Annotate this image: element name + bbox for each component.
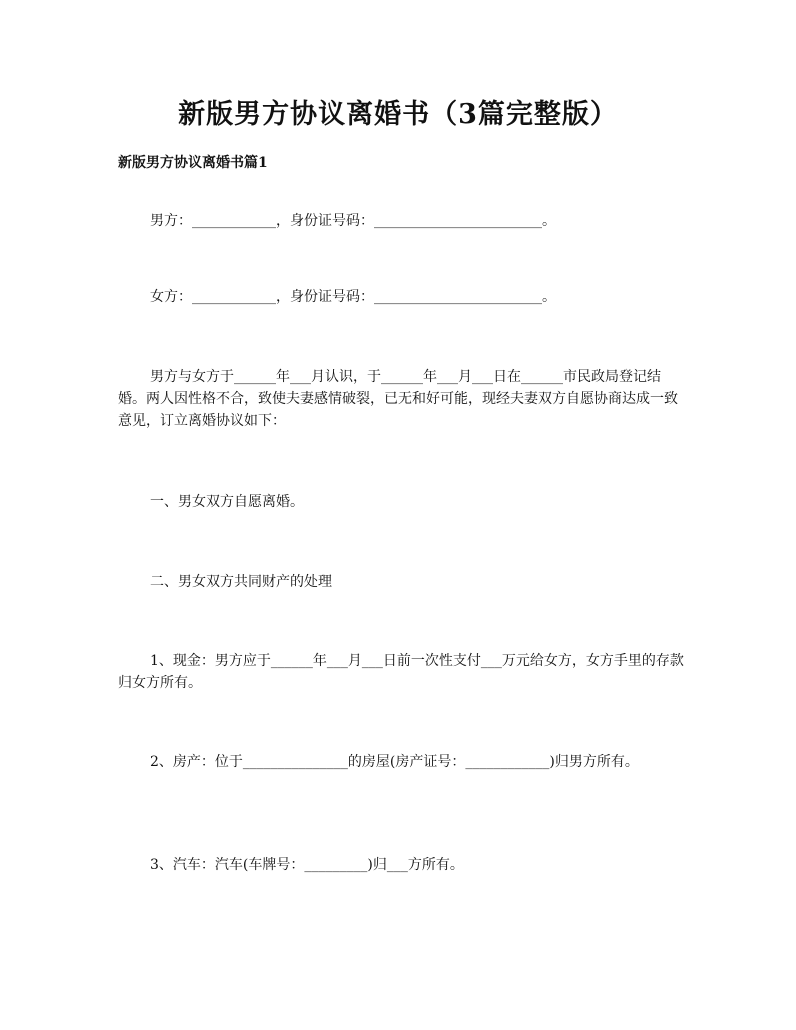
wife-info-line: 女方：____________，身份证号码：________________________。	[150, 289, 556, 305]
husband-info-line: 男方：____________，身份证号码：________________________。	[150, 213, 556, 229]
item-cash: 1、现金：男方应于______年___月___日前一次性支付___万元给女方，女方手里的存款归女方所有。	[118, 653, 684, 691]
intro-paragraph: 男方与女方于______年___月认识，于______年___月___日在______市民政局登记结婚。两人因性格不合，致使夫妻感情破裂，已无和好可能，现经夫妻双方自愿协商达成一致意见，订立离婚协议如下：	[118, 369, 678, 429]
document-title: 新版男方协议离婚书（3篇完整版）	[178, 99, 618, 130]
clause-property-division: 二、男女双方共同财产的处理	[150, 574, 332, 590]
section-heading: 新版男方协议离婚书篇1	[118, 155, 268, 171]
item-car: 3、汽车：汽车(车牌号：_________)归___方所有。	[150, 857, 464, 873]
clause-voluntary-divorce: 一、男女双方自愿离婚。	[150, 494, 304, 510]
item-house: 2、房产：位于_______________的房屋(房产证号：____________)归男方所有。	[150, 754, 639, 770]
